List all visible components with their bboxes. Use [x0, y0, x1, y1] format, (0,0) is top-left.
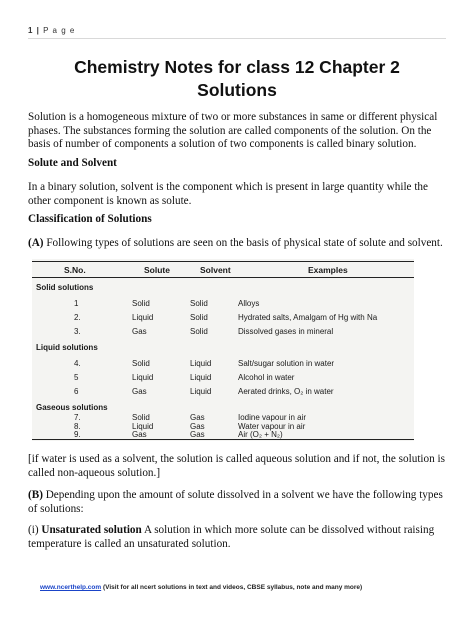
title-line-2: Solutions: [197, 80, 277, 100]
table-cell: Liquid: [132, 422, 154, 431]
table-cell: Solid: [132, 299, 150, 308]
solutions-table: [32, 259, 414, 441]
table-cell: Gas: [190, 413, 205, 422]
table-cell: Liquid: [190, 373, 212, 382]
table-cell: Gas: [190, 430, 205, 439]
table-cell: Liquid: [132, 373, 154, 382]
table-cell: 4.: [74, 359, 81, 368]
table-group-gaseous: Gaseous solutions: [36, 403, 108, 412]
classification-b-label: (B): [28, 489, 43, 501]
classification-a-text: Following types of solutions are seen on the basis of physical state of solute and solvent.: [43, 237, 443, 249]
document-title: [0, 56, 474, 102]
table-cell: Alcohol in water: [238, 373, 295, 382]
classification-b-text: Depending upon the amount of solute dissolved in a solvent we have the following types of solutions:: [28, 489, 443, 515]
table-cell: Liquid: [190, 359, 212, 368]
solute-solvent-paragraph: In a binary solution, solvent is the component which is present in large quantity while the other component is known as solute.: [28, 181, 428, 207]
table-cell: 8.: [74, 422, 81, 431]
classification-a-paragraph: [28, 237, 448, 251]
unsaturated-text: A solution in which more solute can be dissolved without raising temperature is called an unsaturated solution.: [28, 524, 435, 550]
website-link[interactable]: www.ncerthelp.com: [40, 584, 102, 591]
table-cell: 7.: [74, 413, 81, 422]
table-cell: 6: [74, 387, 79, 396]
table-cell: Solid: [132, 359, 150, 368]
table-cell: Hydrated salts, Amalgam of Hg with Na: [238, 313, 378, 322]
solute-solvent-heading: Solute and Solvent: [28, 157, 117, 169]
unsaturated-term: Unsaturated solution: [41, 524, 142, 536]
table-cell: Gas: [132, 430, 147, 439]
table-cell: Aerated drinks, O₂ in water: [238, 387, 334, 396]
table-cell: 2.: [74, 313, 81, 322]
table-cell: Gas: [132, 327, 147, 336]
table-cell: Solid: [132, 413, 150, 422]
title-line-1: Chemistry Notes for class 12 Chapter 2: [74, 57, 400, 77]
table-bottom-rule: [32, 439, 414, 440]
table-cell: Solid: [190, 299, 208, 308]
table-cell: Air (O₂ + N₂): [238, 430, 283, 439]
table-header-solute: Solute: [144, 265, 170, 275]
classification-b-paragraph: [28, 489, 448, 516]
table-cell: Water vapour in air: [238, 422, 306, 431]
table-cell: Solid: [190, 327, 208, 336]
page-separator: |: [33, 26, 44, 35]
table-header-solvent: Solvent: [200, 265, 231, 275]
table-top-rule: [32, 261, 414, 262]
table-cell: Salt/sugar solution in water: [238, 359, 335, 368]
table-header-sno: S.No.: [64, 265, 86, 275]
table-header-rule: [32, 277, 414, 278]
page-header: [28, 26, 75, 35]
table-cell: Gas: [190, 422, 205, 431]
header-rule: [28, 38, 446, 39]
page-footer: [40, 584, 362, 591]
unsaturated-paragraph: [28, 524, 448, 551]
unsaturated-prefix: (i): [28, 524, 42, 536]
table-cell: 9.: [74, 430, 81, 439]
classification-heading: Classification of Solutions: [28, 213, 152, 225]
table-cell: 1: [74, 299, 79, 308]
table-group-solid: Solid solutions: [36, 283, 94, 292]
table-cell: Liquid: [190, 387, 212, 396]
classification-a-label: (A): [28, 237, 44, 249]
aqueous-note: [if water is used as a solvent, the solution is called aqueous solution and if not, the solution is called non-aqueous solution.]: [28, 453, 445, 479]
table-cell: Solid: [190, 313, 208, 322]
table-cell: Alloys: [238, 299, 260, 308]
footer-note: (Visit for all ncert solutions in text and videos, CBSE syllabus, note and many more): [101, 584, 363, 591]
table-cell: Liquid: [132, 313, 154, 322]
table-cell: 3.: [74, 327, 81, 336]
table-group-liquid: Liquid solutions: [36, 343, 98, 352]
page-number: 1: [28, 26, 34, 35]
intro-paragraph: Solution is a homogeneous mixture of two or more substances in same or different physical phases. The substances forming the solution are called components of the solution. On the basis of number of components a solution of two components is called binary solution.: [28, 111, 438, 151]
table-cell: Iodine vapour in air: [238, 413, 307, 422]
table-header-examples: Examples: [308, 265, 348, 275]
table-cell: Dissolved gases in mineral: [238, 327, 334, 336]
table-cell: 5: [74, 373, 79, 382]
table-cell: Gas: [132, 387, 147, 396]
page-word: P a g e: [43, 26, 76, 35]
